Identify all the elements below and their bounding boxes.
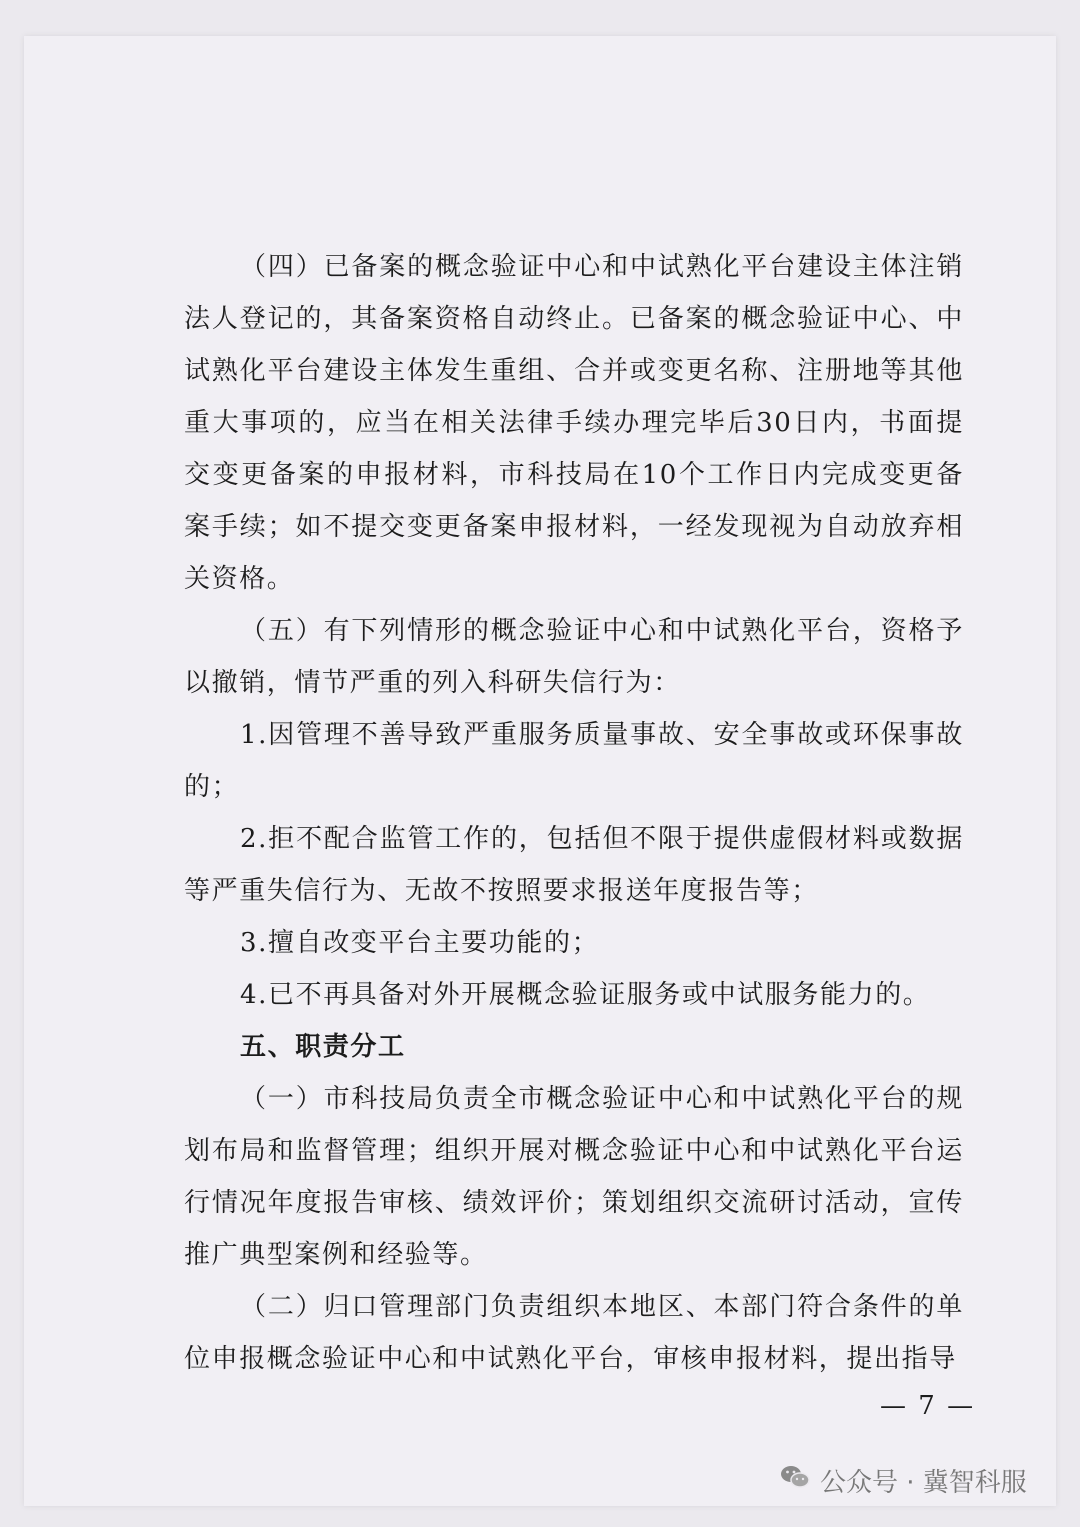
section-heading: 五、职责分工 — [240, 1032, 406, 1062]
document-page — [24, 36, 1056, 1506]
list-item-3: 3.擅自改变平台主要功能的； — [240, 928, 600, 958]
list-item-4: 4.已不再具备对外开展概念验证服务或中试服务能力的。 — [240, 980, 931, 1010]
paragraph-5: （五）有下列情形的概念验证中心和中试熟化平台，资格予以撤销，情节严重的列入科研失信行为： — [184, 616, 964, 698]
watermark — [780, 1460, 1027, 1500]
watermark-text: 公众号 · 冀智科服 — [820, 1467, 1027, 1498]
paragraph-duty-2: （二）归口管理部门负责组织本地区、本部门符合条件的单位申报概念验证中心和中试熟化平台，审核申报材料，提出指导 — [184, 1292, 964, 1374]
wechat-icon — [780, 1464, 810, 1497]
list-item-1: 1.因管理不善导致严重服务质量事故、安全事故或环保事故的； — [184, 720, 964, 802]
paragraph-duty-1: （一）市科技局负责全市概念验证中心和中试熟化平台的规划布局和监督管理；组织开展对概念验证中心和中试熟化平台运行情况年度报告审核、绩效评价；策划组织交流研讨活动，宣传推广典型案例和经验等。 — [184, 1084, 964, 1270]
list-item-2: 2.拒不配合监管工作的，包括但不限于提供虚假材料或数据等严重失信行为、无故不按照要求报送年度报告等； — [184, 824, 964, 906]
paragraph-4: （四）已备案的概念验证中心和中试熟化平台建设主体注销法人登记的，其备案资格自动终止。已备案的概念验证中心、中试熟化平台建设主体发生重组、合并或变更名称、注册地等其他重大事项的，应当在相关法律手续办理完毕后30日内，书面提交变更备案的申报材料，市科技局在10个工作日内完成变更备案手续；如不提交变更备案申报材料，一经发现视为自动放弃相关资格。 — [184, 252, 964, 594]
document-body — [184, 241, 964, 1385]
page-number: — 7 — — [880, 1391, 976, 1421]
